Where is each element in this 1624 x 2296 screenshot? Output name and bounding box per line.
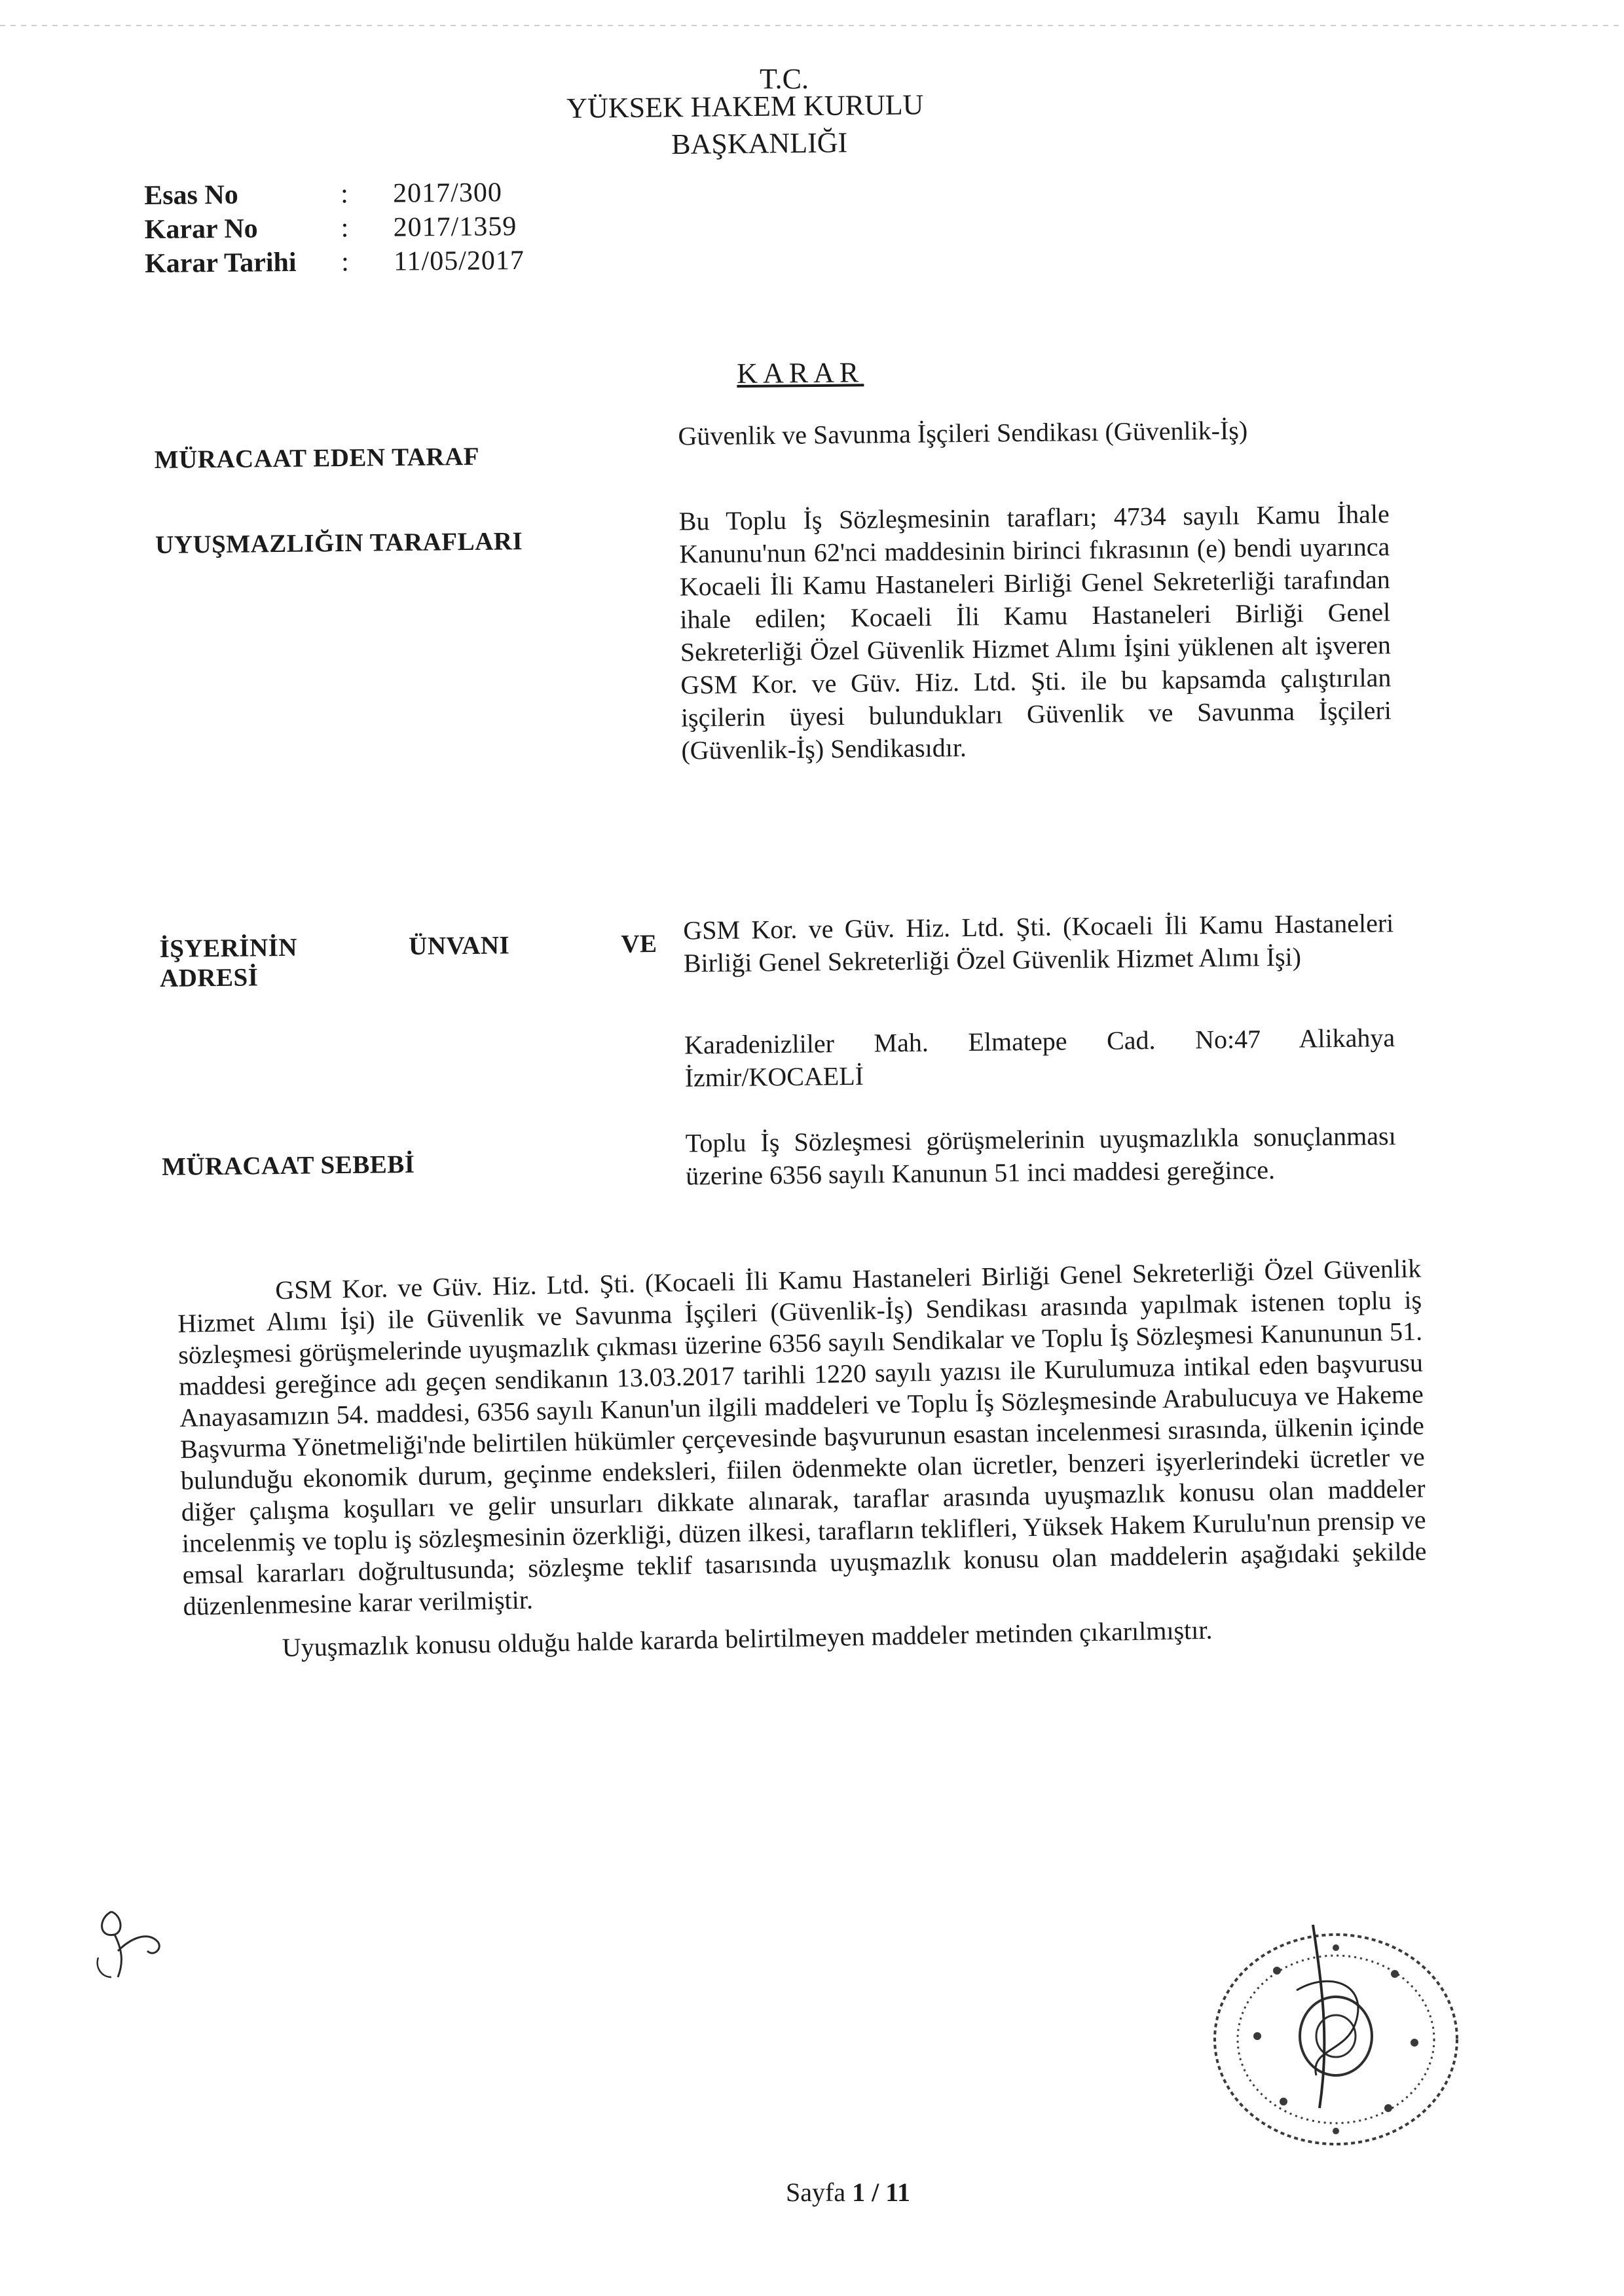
workplace-label xyxy=(159,929,657,993)
workplace-label-line xyxy=(159,929,657,964)
body-paragraph: GSM Kor. ve Güv. Hiz. Ltd. Şti. (Kocaeli İli Kamu Hastaneleri Birliği Genel Sekreterliği Özel Güvenlik Hizmet Alımı İşi) ile Güvenlik ve Savunma İşçileri (Güvenlik-İş) Sendikası arasında yapılmak istenen toplu iş sözleşmesi görüşmelerinde uyuşmazlık çıkması üzerine 6356 sayılı Sendikalar ve Toplu İş Sözleşmesi Kanununun 51. maddesi gereğince adı geçen sendikanın 13.03.2017 tarihli 1220 sayılı yazısı ile Kurulumuza intikal eden başvurusu Anayasamızın 54. maddesi, 6356 sayılı Kanun'un ilgili maddeleri ve Toplu İş Sözleşmesinde Arabulucuya ve Hakeme Başvurma Yönetmeliği'nde belirtilen hükümler çerçevesinde başvurunun esastan incelenmesi sırasında, ülkenin içinde bulunduğu ekonomik durum, geçinme endeksleri, fiilen ödenmekte olan ücretler, benzeri işyerlerindeki ücretler ve diğer çalışma koşulları ve gelir unsurları dikkate alınarak, taraflar arasında uyuşmazlık konusu olan maddeler incelenmiş ve toplu iş sözleşmesinin özerkliği, düzen ilkesi, tarafların teklifleri, Yüksek Hakem Kurulu'nun prensip ve emsal kararları doğrultusunda; sözleşme teklif tasarısında uyuşmazlık konusu olan maddelerin aşağıdaki şekilde düzenlenmesine karar verilmiştir. xyxy=(177,1253,1427,1621)
meta-sep: : xyxy=(341,213,349,244)
page-prefix: Sayfa xyxy=(786,2178,853,2207)
page-count: 1 / 11 xyxy=(852,2178,910,2207)
header-tc: T.C. xyxy=(760,63,809,95)
workplace-label-line: ADRESİ xyxy=(159,963,259,993)
scan-edge-line xyxy=(0,25,1624,26)
workplace-label-word: VE xyxy=(621,929,657,958)
handwritten-signature xyxy=(85,1886,183,1990)
meta-label: Karar No xyxy=(144,213,258,245)
body-paragraph: Uyuşmazlık konusu olduğu halde kararda belirtilmeyen maddeler metinden çıkarılmıştır. xyxy=(282,1614,1213,1663)
meta-row-karar xyxy=(144,211,524,248)
meta-sep: : xyxy=(341,247,349,278)
info-row-applicant xyxy=(154,406,1424,474)
parties-label: UYUŞMAZLIĞIN TARAFLARI xyxy=(155,527,523,559)
decision-body xyxy=(177,1253,1428,1677)
document-title: KARAR xyxy=(737,356,864,390)
meta-sep: : xyxy=(340,179,349,210)
info-table xyxy=(154,399,1424,1191)
reason-value: Toplu İş Sözleşmesi görüşmelerinin uyuşmazlıkla sonuçlanması üzerine 6356 sayılı Kanunun 51 inci maddesi gereğince. xyxy=(685,1121,1396,1191)
workplace-value: GSM Kor. ve Güv. Hiz. Ltd. Şti. (Kocaeli İli Kamu Hastaneleri Birliği Genel Sekreterliği Özel Güvenlik Hizmet Alımı İşi) xyxy=(683,908,1394,978)
meta-value: 11/05/2017 xyxy=(393,245,525,277)
header-institution: YÜKSEK HAKEM KURULU xyxy=(566,88,924,124)
applicant-value: Güvenlik ve Savunma İşçileri Sendikası (Güvenlik-İş) xyxy=(678,415,1248,451)
parties-value: Bu Toplu İş Sözleşmesinin tarafları; 4734 sayılı Kamu İhale Kanunu'nun 62'nci maddesinin birinci fıkrasının (e) bendi uyarınca Kocaeli İli Kamu Hastaneleri Birliği Genel Sekreterliği tarafından ihale edilen; Kocaeli İli Kamu Hastaneleri Birliği Genel Sekreterliği Özel Güvenlik Hizmet Alımı İşini yüklenen alt işveren GSM Kor. ve Güv. Hiz. Ltd. Şti. ile bu kapsamda çalıştırılan işçilerin üyesi bulundukları Güvenlik ve Savunma İşçileri (Güvenlik-İş) Sendikasıdır. xyxy=(678,499,1392,765)
meta-value: 2017/1359 xyxy=(393,211,517,243)
workplace-label-word: İŞYERİNİN xyxy=(159,933,298,963)
case-meta xyxy=(144,177,525,282)
meta-value: 2017/300 xyxy=(392,177,503,209)
official-seal-stamp xyxy=(1198,1912,1473,2160)
applicant-label: MÜRACAAT EDEN TARAF xyxy=(154,442,480,474)
page-number xyxy=(786,2177,910,2208)
meta-label: Karar Tarihi xyxy=(144,247,297,279)
meta-row-date xyxy=(145,245,525,282)
workplace-address: Karadenizliler Mah. Elmatepe Cad. No:47 Alikahya İzmir/KOCAELİ xyxy=(684,1023,1395,1093)
meta-row-esas xyxy=(144,177,524,214)
info-row-workplace xyxy=(159,907,1430,1093)
meta-label: Esas No xyxy=(144,179,238,211)
header-presidency: BAŞKANLIĞI xyxy=(671,126,848,160)
workplace-label-word: ÜNVANI xyxy=(408,931,510,960)
info-row-parties xyxy=(155,498,1426,765)
info-row-reason xyxy=(161,1120,1432,1191)
reason-label: MÜRACAAT SEBEBİ xyxy=(161,1150,415,1181)
